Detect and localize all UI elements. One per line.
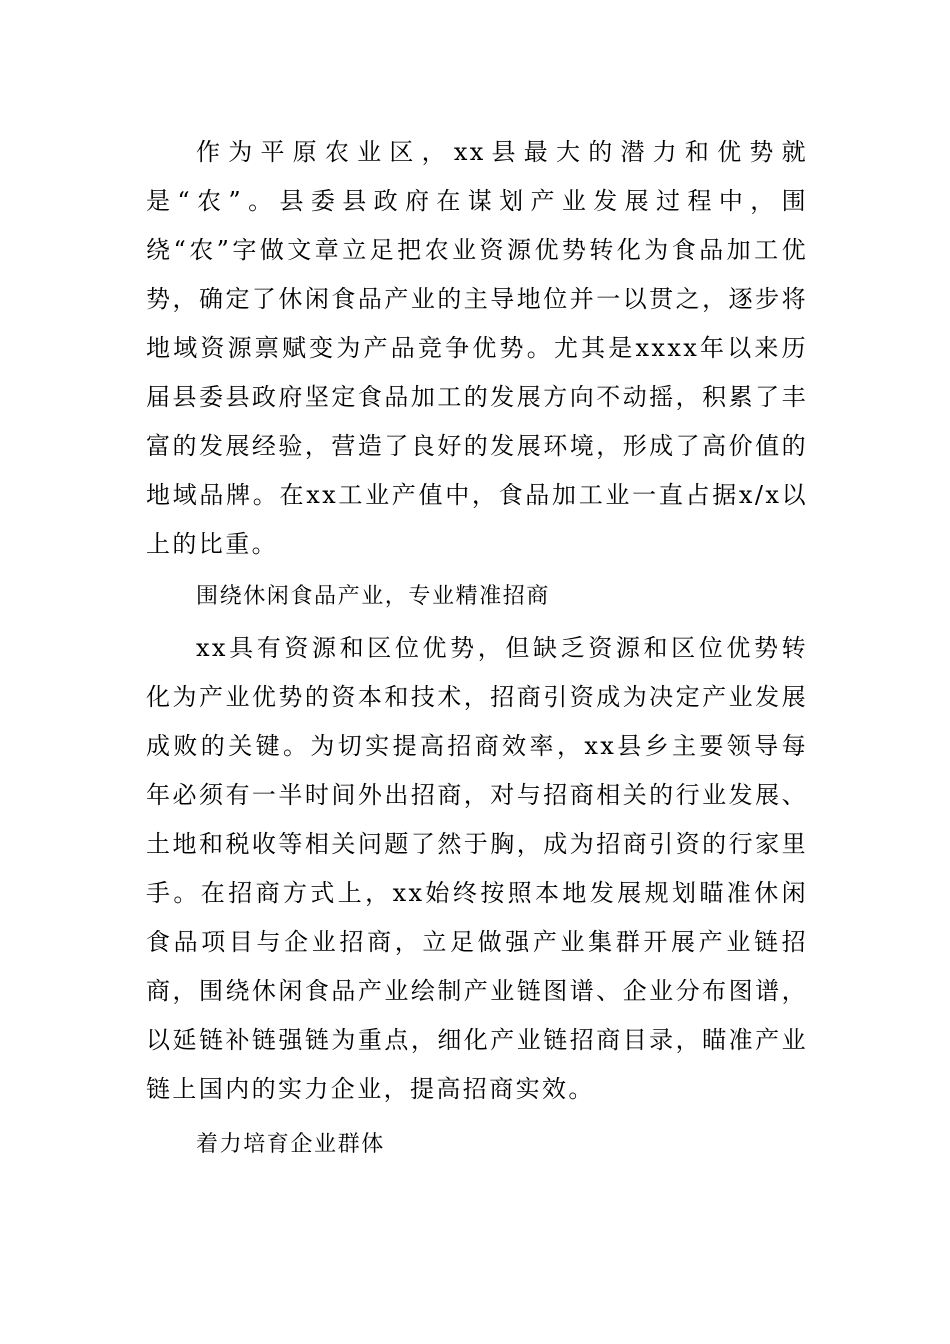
section-heading-enterprise-cultivation: 着力培育企业群体 (196, 1132, 385, 1157)
paragraph-investment-attraction: xx具有资源和区位优势，但缺乏资源和区位优势转化为产业优势的资本和技术，招商引资成为决定产业发展成败的关键。为切实提高招商效率，xx县乡主要领导每年必须有一半时间外出招商，对与招商相关的行业发展、土地和税收等相关问题了然于胸，成为招商引资的行家里手。在招商方式上，xx始终按照本地发展规划瞄准休闲食品项目与企业招商，立足做强产业集群开展产业链招商，围绕休闲食品产业绘制产业链图谱、企业分布图谱，以延链补链强链为重点，细化产业链招商目录，瞄准产业链上国内的实力企业，提高招商实效。 (146, 634, 808, 1103)
section-heading-investment: 围绕休闲食品产业，专业精准招商 (196, 584, 551, 609)
document-body (146, 128, 808, 1169)
paragraph-agriculture-advantage: 作为平原农业区，xx县最大的潜力和优势就是“农”。县委县政府在谋划产业发展过程中，围绕“农”字做文章立足把农业资源优势转化为食品加工优势，确定了休闲食品产业的主导地位并一以贯之，逐步将地域资源禀赋变为产品竞争优势。尤其是xxxx年以来历届县委县政府坚定食品加工的发展方向不动摇，积累了丰富的发展经验，营造了良好的发展环境，形成了高价值的地域品牌。在xx工业产值中，食品加工业一直占据x/x以上的比重。 (146, 138, 808, 558)
